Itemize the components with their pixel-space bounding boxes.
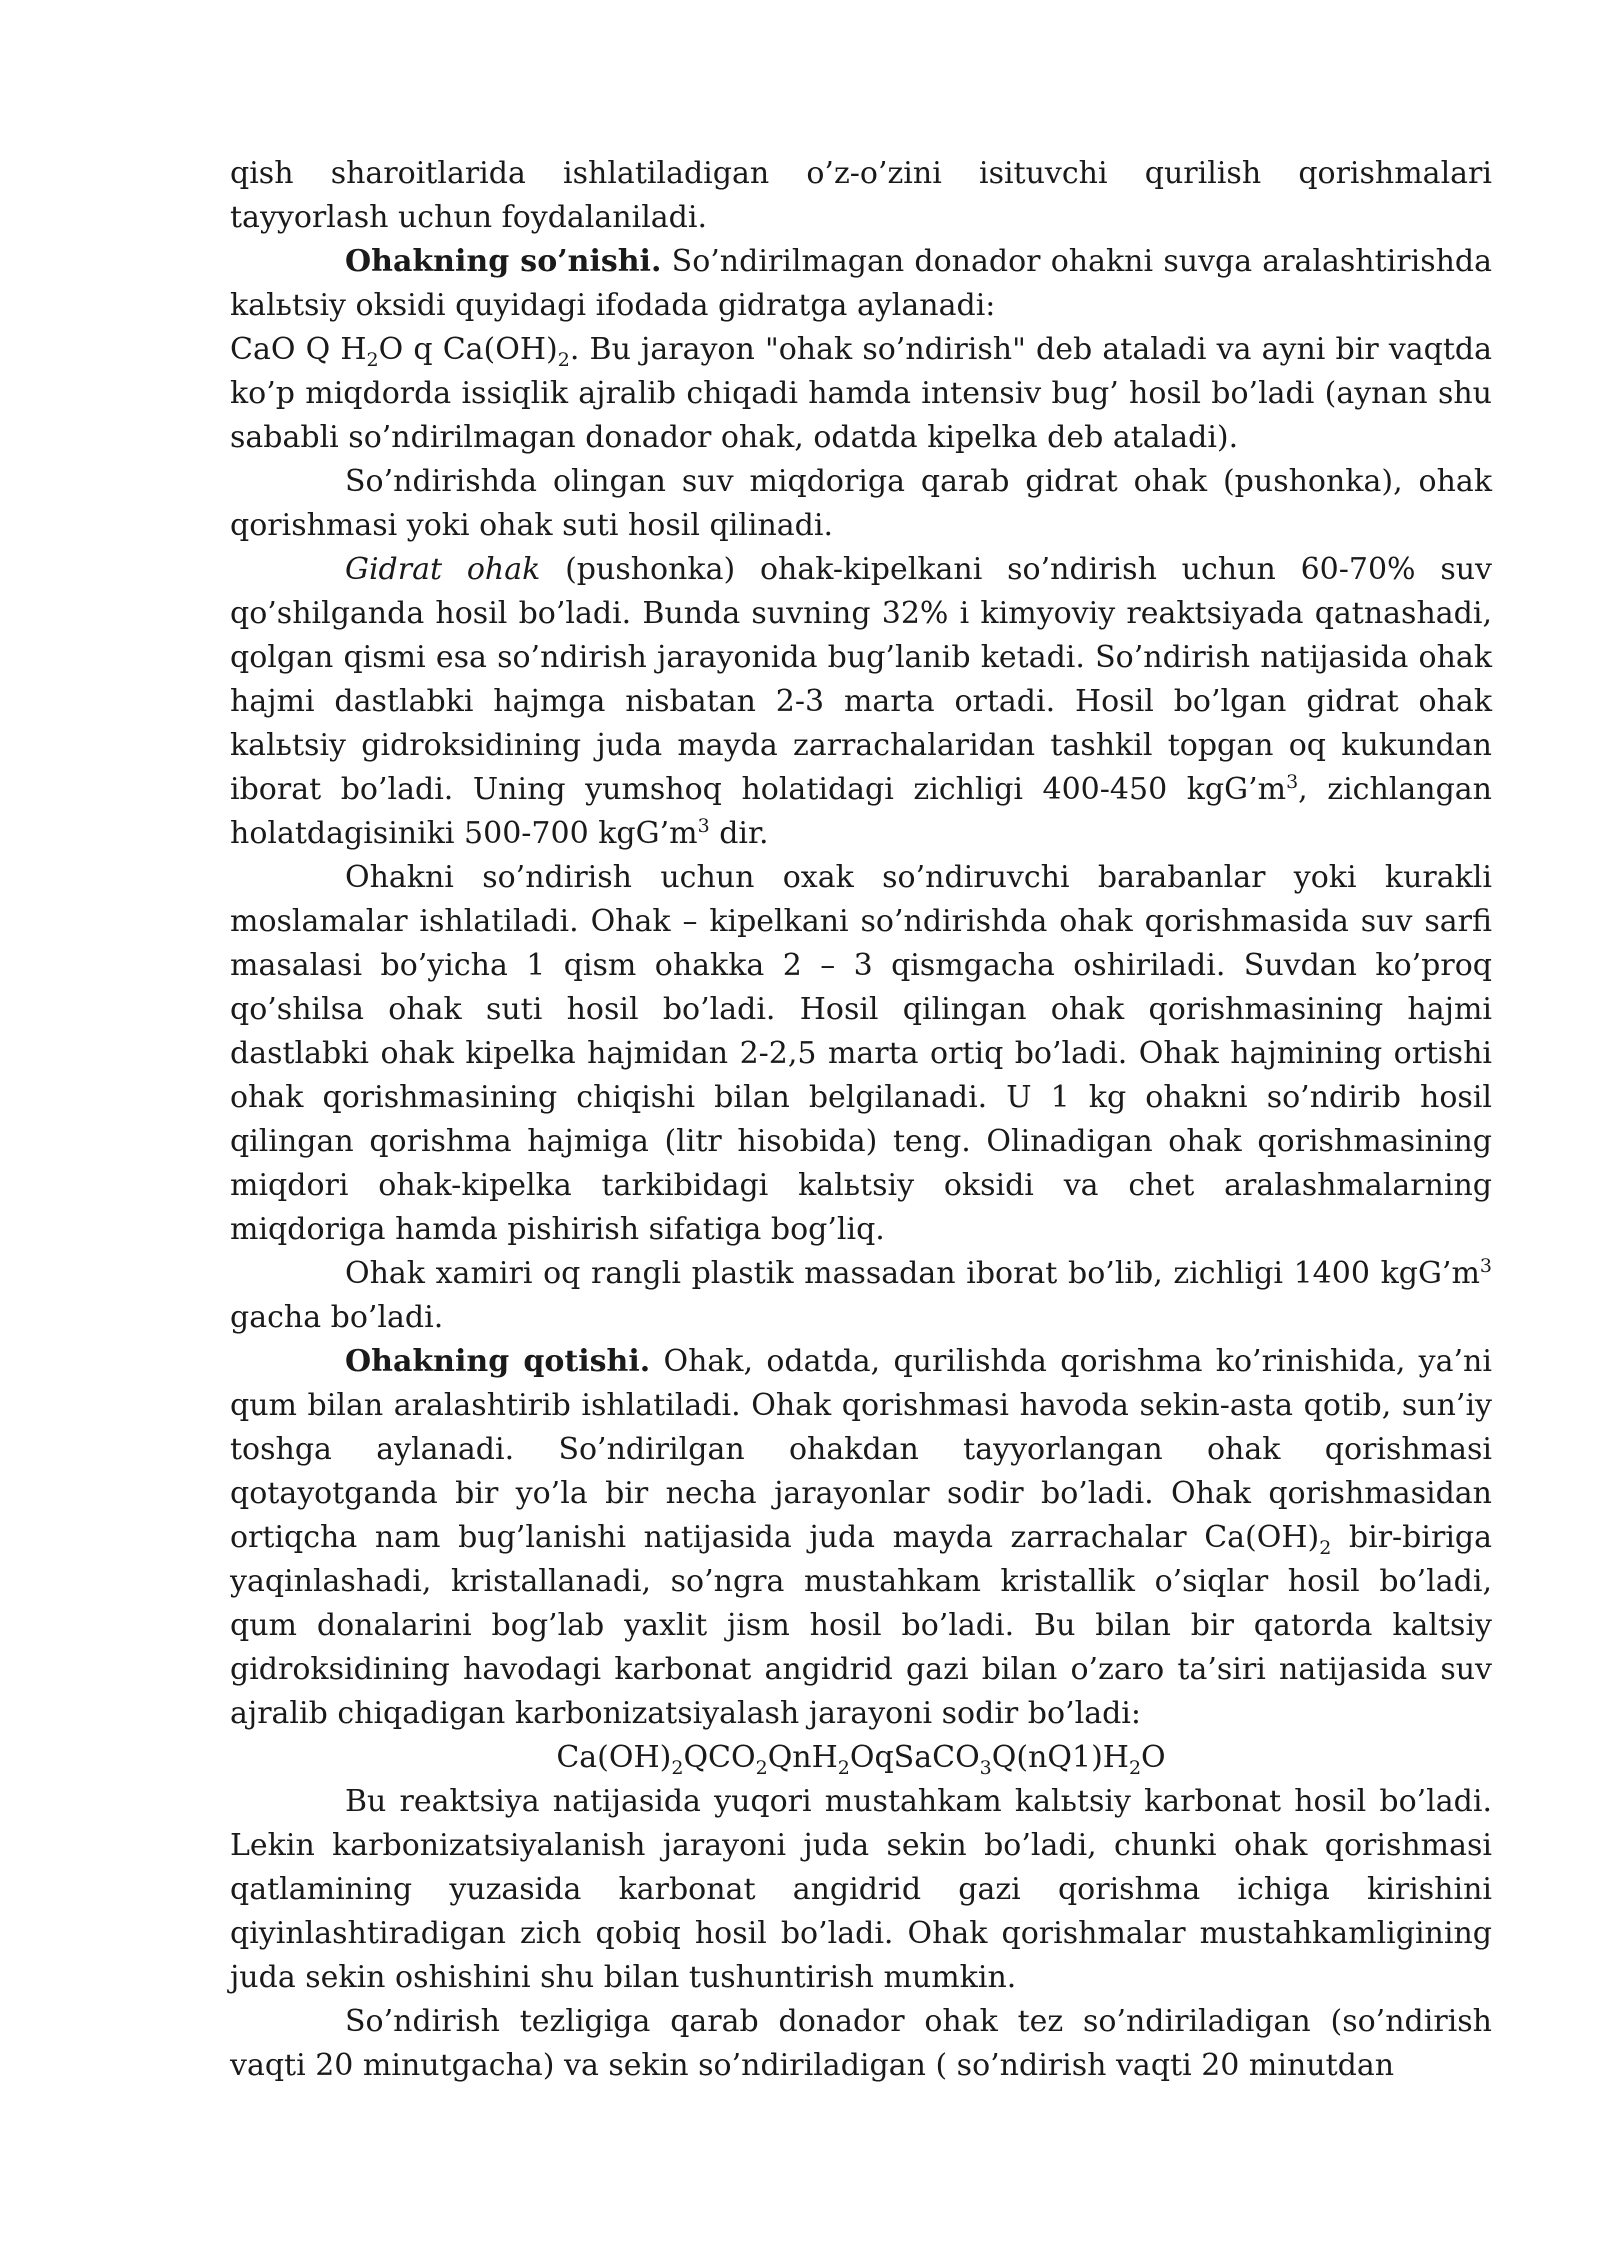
formula-part: QCO [683,1740,756,1775]
paragraph-ohak-qotishi [230,1340,1492,1736]
subscript: 2 [1319,1537,1332,1559]
paragraph-5-text: , zichlangan holatdagisiniki 500-700 kgG’m [230,772,1492,851]
paragraph-7-text: Ohak xamiri oq rangli plastik massadan iborat bo’lib, zichligi 1400 kgG’m [345,1256,1480,1291]
subscript: 2 [837,1757,850,1779]
subscript: 3 [979,1757,992,1779]
formula-part: Ca(OH) [556,1740,672,1775]
subscript: 2 [755,1757,768,1779]
paragraph-7-text: gacha bo’ladi. [230,1300,444,1335]
paragraph-2-text: So’ndirilmagan donador ohakni suvga aralashtirishda kalьtsiy oksidi quyidagi ifodada gidratga aylanadi: [230,244,1493,323]
formula-part: Q(nQ1)H [991,1740,1129,1775]
subscript: 2 [557,349,570,371]
superscript: 3 [1479,1255,1492,1277]
heading-ohakning-sonishi: Ohakning so’nishi. [345,244,662,279]
heading-ohakning-qotishi: Ohakning qotishi. [345,1344,651,1379]
paragraph-ohak-sonishi [230,240,1492,328]
paragraph-6-text: Ohakni so’ndirish uchun oxak so’ndiruvchi barabanlar yoki kurakli moslamalar ishlatiladi. Ohak – kipelkani so’ndirishda ohak qorishmasida suv sarfi masalasi bo’yicha 1 qism ohakka 2 – 3 qismgacha oshiriladi. Suvdan ko’proq qo’shilsa ohak suti hosil bo’ladi. Hosil qilingan ohak qorishmasining hajmi dastlabki ohak kipelka hajmidan 2-2,5 marta ortiq bo’ladi. Ohak hajmining ortishi ohak qorishmasining chiqishi bilan belgilanadi. U 1 kg ohakni so’ndirib hosil qilingan qorishma hajmiga (litr hisobida) teng. Olinadigan ohak qorishmasining miqdori ohak-kipelka tarkibidagi kalьtsiy oksidi va chet aralashmalarning miqdoriga hamda pishirish sifatiga bog’liq. [230,860,1492,1247]
paragraph-10 [230,2000,1492,2088]
paragraph-10-text: So’ndirish tezligiga qarab donador ohak tez so’ndiriladigan (so’ndirish vaqti 20 minutgacha) va sekin so’ndiriladigan ( so’ndirish vaqti 20 minutdan [230,2004,1492,2083]
equation-carbonization [230,1736,1492,1780]
superscript: 3 [697,815,710,837]
paragraph-5-text: (pushonka) ohak-kipelkani so’ndirish uchun 60-70% suv qo’shilganda hosil bo’ladi. Bunda suvning 32% i kimyoviy reaktsiyada qatnashadi, qolgan qismi esa so’ndirish jarayonida bug’lanib ketadi. So’ndirish natijasida ohak hajmi dastlabki hajmga nisbatan 2-3 marta ortadi. Hosil bo’lgan gidrat ohak kalьtsiy gidroksidining juda mayda zarrachalaridan tashkil topgan oq kukundan iborat bo’ladi. Uning yumshoq holatidagi zichligi 400-450 kgG’m [230,552,1493,807]
subscript: 2 [1128,1757,1142,1779]
paragraph-8-text: bir-biriga yaqinlashadi, kristallanadi, so’ngra mustahkam kristallik o’siqlar hosil bo’ladi, qum donalarini bog’lab yaxlit jism hosil bo’ladi. Bu bilan bir qatorda kaltsiy gidroksidining havodagi karbonat angidrid gazi bilan o’zaro ta’siri natijasida suv ajralib chiqadigan karbonizatsiyalash jarayoni sodir bo’ladi: [230,1520,1493,1731]
paragraph-5-text: dir. [709,816,769,851]
document-page [230,152,1492,2088]
subscript: 2 [366,349,379,371]
paragraph-reaction-1 [230,328,1492,460]
paragraph-1-text: qish sharoitlarida ishlatiladigan o’z-o’zini isituvchi qurilish qorishmalari tayyorlash uchun foydalaniladi. [230,156,1492,235]
paragraph-9 [230,1780,1492,2000]
paragraph-ohak-xamiri [230,1252,1492,1340]
paragraph-8-text: Ohak, odatda, qurilishda qorishma ko’rinishida, ya’ni qum bilan aralashtirib ishlatiladi. Ohak qorishmasi havoda sekin-asta qotib, sun’iy toshga aylanadi. So’ndirilgan ohakdan tayyorlangan ohak qorishmasi qotayotganda bir yo’la bir necha jarayonlar sodir bo’ladi. Ohak qorishmasidan ortiqcha nam bug’lanishi natijasida juda mayda zarrachalar Ca(OH) [230,1344,1492,1555]
subscript: 2 [671,1757,684,1779]
formula-part: O [1141,1740,1166,1775]
term-gidrat-ohak: Gidrat ohak [345,552,541,587]
paragraph-3-text: . Bu jarayon "ohak so’ndirish" deb ataladi va ayni bir vaqtda ko’p miqdorda issiqlik ajralib chiqadi hamda intensiv bug’ hosil bo’ladi (aynan shu sababli so’ndirilmagan donador ohak, odatda kipelka deb ataladi). [230,332,1493,455]
formula-part: CaO Q H [230,332,367,367]
paragraph-gidrat-ohak [230,548,1492,856]
superscript: 3 [1286,771,1299,793]
paragraph-4 [230,460,1492,548]
paragraph-6 [230,856,1492,1252]
formula-part: OqSaCO [849,1740,980,1775]
paragraph-4-text: So’ndirishda olingan suv miqdoriga qarab gidrat ohak (pushonka), ohak qorishmasi yoki ohak suti hosil qilinadi. [230,464,1492,543]
paragraph-9-text: Bu reaktsiya natijasida yuqori mustahkam kalьtsiy karbonat hosil bo’ladi. Lekin karbonizatsiyalanish jarayoni juda sekin bo’ladi, chunki ohak qorishmasi qatlamining yuzasida karbonat angidrid gazi qorishma ichiga kirishini qiyinlashtiradigan zich qobiq hosil bo’ladi. Ohak qorishmalar mustahkamligining juda sekin oshishini shu bilan tushuntirish mumkin. [230,1784,1492,1995]
formula-part: O q Ca(OH) [378,332,558,367]
paragraph-1 [230,152,1492,240]
formula-part: QnH [767,1740,838,1775]
